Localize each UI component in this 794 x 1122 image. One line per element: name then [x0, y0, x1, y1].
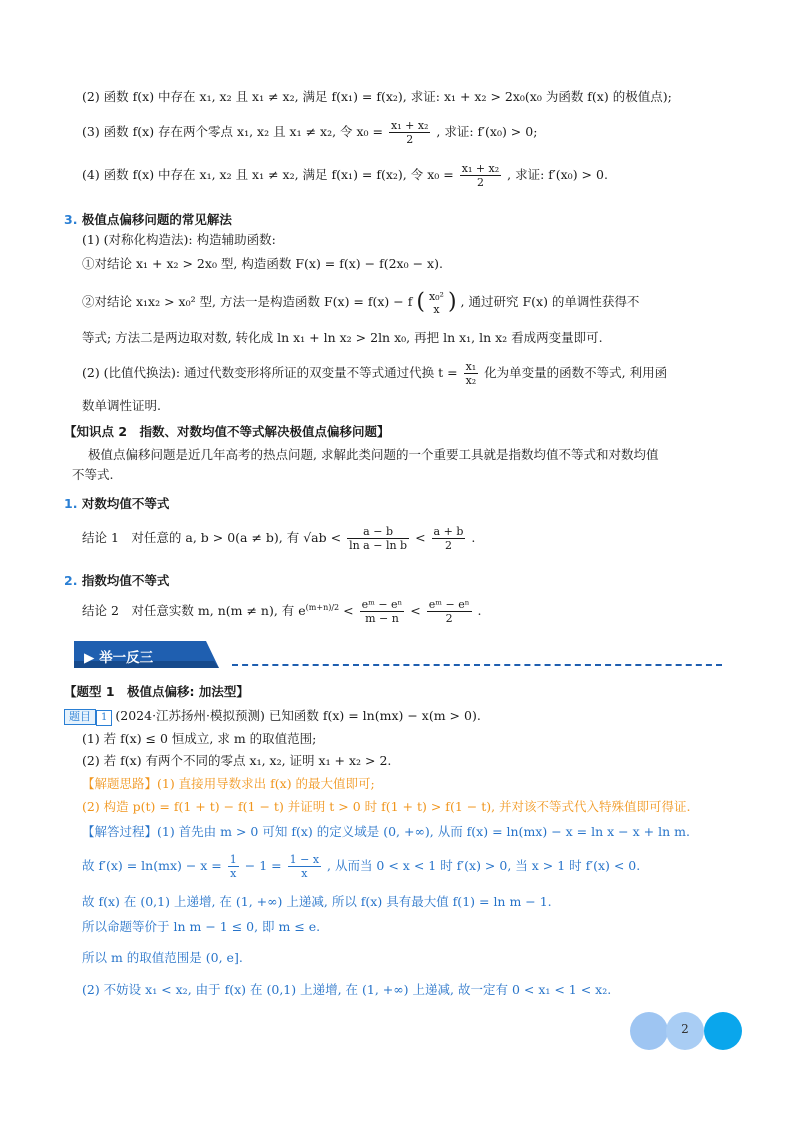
frac-den: x — [433, 302, 440, 316]
problem-statement — [64, 707, 481, 726]
conclusion-1 — [82, 518, 475, 558]
step-2-fraction-a — [228, 853, 239, 880]
solution-step-6: (2) 不妨设 x₁ < x₂, 由于 f(x) 在 (0,1) 上递增, 在 (1, +∞) 上递减, 故一定有 0 < x₁ < 1 < x₂. — [82, 982, 612, 997]
frac-den: 2 — [406, 133, 414, 146]
frac-den: x₂ — [465, 374, 477, 387]
frac-den: x — [230, 867, 237, 880]
frac-num: a + b — [433, 525, 464, 538]
item-2: (2) 函数 f(x) 中存在 x₁, x₂ 且 x₁ ≠ x₂, 满足 f(x₁) = f(x₂), 求证: x₁ + x₂ > 2x₀(x₀ 为函数 f(x) 的极值点); — [82, 89, 672, 104]
section-title: 指数均值不等式 — [81, 573, 170, 588]
frac-num: 1 — [229, 853, 237, 866]
item-4-end: , 求证: f′(x₀) > 0. — [507, 167, 608, 182]
problem-tag: 题目 — [64, 709, 96, 725]
method-1b-text: ②对结论 x₁x₂ > x₀² 型, 方法一是构造函数 F(x) = f(x) − f — [82, 294, 413, 309]
left-paren: ( — [416, 289, 425, 315]
frac-den: ln a − ln b — [349, 539, 408, 552]
page-number: 2 — [681, 1022, 689, 1036]
frac-num: x₀² — [428, 289, 444, 303]
banner-divider — [232, 664, 722, 666]
item-3-fraction — [389, 119, 430, 146]
solution-idea-1: 【解题思路】(1) 直接用导数求出 f(x) 的最大值即可; — [82, 776, 375, 791]
kp2-intro-2: 不等式. — [72, 467, 114, 482]
knowledge-point-2-title: 【知识点 2 指数、对数均值不等式解决极值点偏移问题】 — [64, 424, 390, 439]
item-3-text: (3) 函数 f(x) 存在两个零点 x₁, x₂ 且 x₁ ≠ x₂, 令 x₀ = — [82, 124, 384, 139]
method-2-text: (2) (比值代换法): 通过代数变形将所证的双变量不等式通过代换 t = — [82, 365, 458, 380]
frac-den: 2 — [444, 539, 452, 552]
frac-num: eᵐ − eⁿ — [361, 598, 403, 612]
method-1b-end: , 通过研究 F(x) 的单调性获得不 — [460, 294, 640, 309]
solution-step-3: 故 f(x) 在 (0,1) 上递增, 在 (1, +∞) 上递减, 所以 f(x) 具有最大值 f(1) = ln m − 1. — [82, 894, 552, 909]
problem-number: 1 — [96, 710, 112, 726]
frac-den: 2 — [476, 176, 484, 189]
step-2-mid: − 1 = — [244, 858, 282, 873]
method-1a: ①对结论 x₁ + x₂ > 2x₀ 型, 构造函数 F(x) = f(x) − f(2x₀ − x). — [82, 256, 443, 271]
item-4-text: (4) 函数 f(x) 中存在 x₁, x₂ 且 x₁ ≠ x₂, 满足 f(x₁) = f(x₂), 令 x₀ = — [82, 167, 454, 182]
frac-num: x₁ + x₂ — [391, 119, 429, 132]
step-2-text: 故 f′(x) = ln(mx) − x = — [82, 858, 222, 873]
frac-num: eᵐ − eⁿ — [428, 598, 470, 612]
kp2-intro-1: 极值点偏移问题是近几年高考的热点问题, 求解此类问题的一个重要工具就是指数均值不等式和对数均值 — [88, 447, 659, 462]
solution-step-5: 所以 m 的取值范围是 (0, e]. — [82, 950, 243, 965]
section-title: 对数均值不等式 — [81, 496, 170, 511]
period: . — [471, 530, 476, 545]
item-3 — [82, 112, 537, 152]
sub-2-heading — [64, 571, 169, 589]
less-than: < — [410, 603, 421, 619]
page-circle-left — [630, 1012, 668, 1050]
solution-step-2 — [82, 846, 640, 886]
banner-label: ▶ 举一反三 — [84, 650, 154, 666]
solution-idea-2: (2) 构造 p(t) = f(1 + t) − f(1 − t) 并证明 t > 0 时 f(1 + t) > f(1 − t), 并对该不等式代入特殊值即可得证. — [82, 799, 691, 814]
solution-step-1: 【解答过程】(1) 首先由 m > 0 可知 f(x) 的定义域是 (0, +∞), 从而 f(x) = ln(mx) − x = ln x − x + ln m. — [82, 824, 690, 839]
item-4 — [82, 155, 608, 195]
frac-num: 1 − x — [289, 853, 320, 866]
question-2: (2) 若 f(x) 有两个不同的零点 x₁, x₂, 证明 x₁ + x₂ > 2. — [82, 753, 392, 768]
section-3-heading — [64, 210, 232, 228]
step-2-fraction-b — [288, 853, 321, 880]
frac-den: m − n — [365, 612, 399, 626]
period: . — [477, 603, 482, 619]
frac-num: a − b — [347, 525, 409, 539]
step-2-end: , 从而当 0 < x < 1 时 f′(x) > 0, 当 x > 1 时 f′(x) < 0. — [327, 858, 641, 873]
method-1b-fraction — [427, 290, 446, 316]
frac-den: x — [301, 867, 308, 880]
method-2c: 数单调性证明. — [82, 398, 161, 413]
conclusion-1-fraction-b — [432, 525, 466, 552]
item-3-end: , 求证: f′(x₀) > 0; — [436, 124, 538, 139]
less-than: < — [343, 603, 354, 619]
problem-text: (2024·江苏扬州·模拟预测) 已知函数 f(x) = ln(mx) − x(m > 0). — [115, 708, 481, 723]
section-number: 3. — [64, 212, 78, 227]
method-2-fraction — [464, 360, 479, 387]
section-number: 2. — [64, 573, 78, 588]
conclusion-1-fraction-a — [347, 525, 409, 552]
type-1-title: 【题型 1 极值点偏移: 加法型】 — [64, 684, 249, 699]
frac-num: x₁ — [465, 360, 477, 373]
frac-num: x₁ + x₂ — [461, 162, 500, 175]
page-circle-right — [704, 1012, 742, 1050]
section-number: 1. — [64, 496, 78, 511]
method-2-end: 化为单变量的函数不等式, 利用函 — [484, 365, 668, 380]
item-4-fraction — [460, 162, 501, 189]
method-1b — [82, 282, 639, 322]
conclusion-2-fraction-b — [427, 598, 472, 625]
method-1c: 等式; 方法二是两边取对数, 转化成 ln x₁ + ln x₂ > 2ln x₀, 再把 ln x₁, ln x₂ 看成两变量即可. — [82, 330, 603, 345]
right-paren: ) — [447, 289, 457, 315]
section-title: 极值点偏移问题的常见解法 — [81, 212, 232, 227]
solution-step-4: 所以命题等价于 ln m − 1 ≤ 0, 即 m ≤ e. — [82, 919, 321, 934]
less-than: < — [415, 530, 426, 545]
conclusion-2-fraction-a — [360, 598, 405, 625]
sub-1-heading — [64, 494, 169, 512]
method-1: (1) (对称化构造法): 构造辅助函数: — [82, 232, 276, 247]
conclusion-2 — [82, 588, 481, 628]
conclusion-1-text: 结论 1 对任意的 a, b > 0(a ≠ b), 有 √ab < — [82, 530, 342, 545]
frac-den: 2 — [445, 612, 453, 626]
exponent: (m+n)/2 — [305, 603, 340, 612]
question-1: (1) 若 f(x) ≤ 0 恒成立, 求 m 的取值范围; — [82, 731, 317, 746]
conclusion-2-text: 结论 2 对任意实数 m, n(m ≠ n), 有 e — [82, 603, 306, 619]
method-2 — [82, 353, 667, 393]
